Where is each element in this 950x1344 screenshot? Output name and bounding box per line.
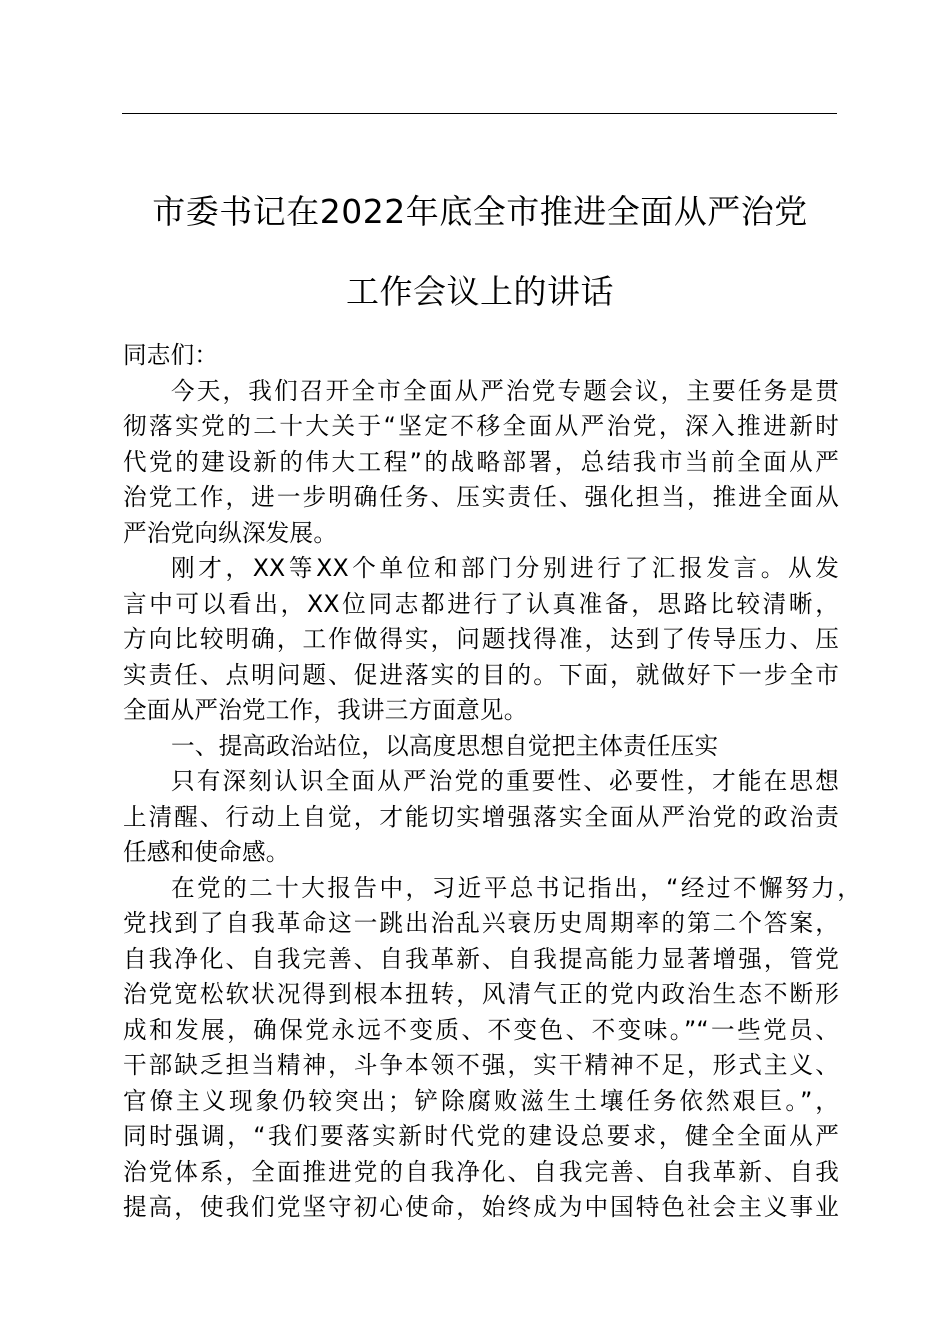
body-line: 干部缺乏担当精神，斗争本领不强，实干精神不足，形式主义、 (123, 1051, 839, 1079)
body-line: 言中可以看出，XX位同志都进行了认真准备，思路比较清晰， (123, 589, 839, 618)
title-line: 工作会议上的讲话 (346, 272, 614, 311)
body-line: 刚才，XX等XX个单位和部门分别进行了汇报发言。从发 (171, 554, 839, 582)
body-line: 同时强调，“我们要落实新时代党的建设总要求，健全全面从严 (123, 1122, 839, 1150)
body-line: 成和发展，确保党永远不变质、不变色、不变味。”“一些党员、 (123, 1015, 839, 1044)
body-line: 治党工作，进一步明确任务、压实责任、强化担当，推进全面从 (123, 483, 839, 511)
body-line: 党找到了自我革命这一跳出治乱兴衰历史周期率的第二个答案， (123, 909, 839, 937)
body-line: 今天，我们召开全市全面从严治党专题会议，主要任务是贯 (171, 376, 839, 405)
body-line: 治党体系，全面推进党的自我净化、自我完善、自我革新、自我 (123, 1157, 839, 1186)
body-line: 只有深刻认识全面从严治党的重要性、必要性，才能在思想 (171, 767, 839, 795)
document-body (123, 338, 861, 1226)
body-line: 方向比较明确，工作做得实，问题找得准，达到了传导压力、压 (123, 625, 839, 653)
body-line: 上清醒、行动上自觉，才能切实增强落实全面从严治党的政治责 (123, 802, 839, 831)
header-rule (122, 113, 837, 114)
body-line: 代党的建设新的伟大工程”的战略部署，总结我市当前全面从严 (123, 447, 839, 476)
body-line: 在党的二十大报告中，习近平总书记指出，“经过不懈努力， (171, 873, 861, 902)
body-line: 严治党向纵深发展。 (123, 518, 338, 547)
body-line: 全面从严治党工作，我讲三方面意见。 (123, 696, 528, 724)
salutation: 同志们： (123, 341, 219, 369)
body-line: 官僚主义现象仍较突出；铲除腐败滋生土壤任务依然艰巨。”， (123, 1086, 839, 1115)
body-line: 彻落实党的二十大关于“坚定不移全面从严治党，深入推进新时 (123, 412, 839, 440)
body-line: 提高，使我们党坚守初心使命，始终成为中国特色社会主义事业 (123, 1193, 839, 1221)
body-line: 实责任、点明问题、促进落实的目的。下面，就做好下一步全市 (123, 660, 839, 689)
body-line: 任感和使命感。 (123, 838, 290, 866)
document-title (110, 172, 850, 332)
title-line: 市委书记在2022年底全市推进全面从严治党 (152, 192, 808, 231)
body-line: 治党宽松软状况得到根本扭转，风清气正的党内政治生态不断形 (123, 980, 839, 1008)
section-heading: 一、提高政治站位，以高度思想自觉把主体责任压实 (171, 731, 719, 760)
body-line: 自我净化、自我完善、自我革新、自我提高能力显著增强，管党 (123, 944, 839, 973)
